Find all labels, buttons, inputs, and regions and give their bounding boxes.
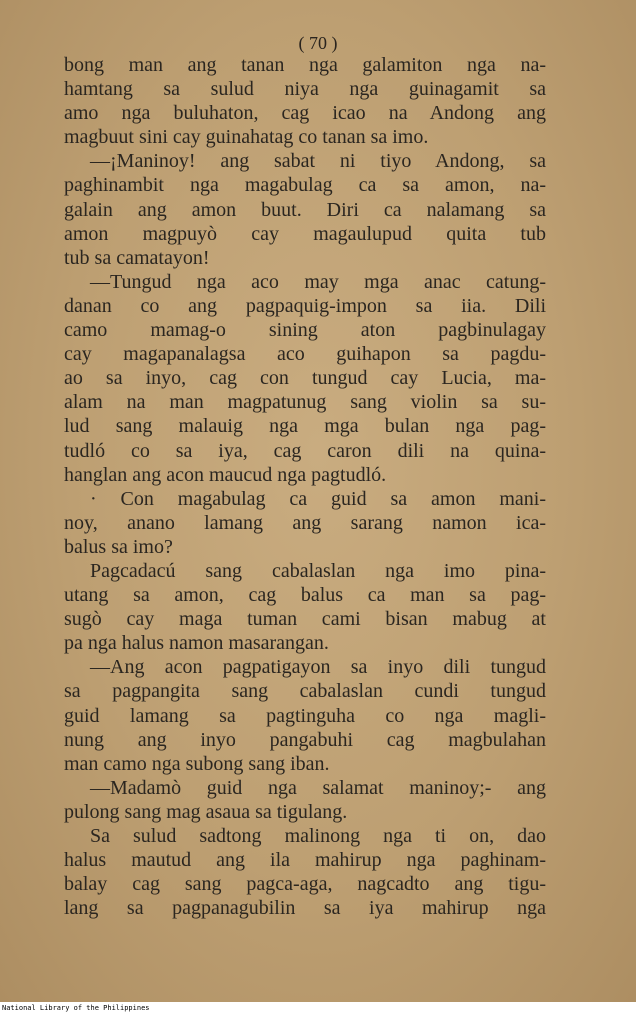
text-line: balay cag sang pagca-aga, nagcadto ang tigu-: [64, 873, 546, 896]
text-line: guid lamang sa pagtinguha co nga magli-: [64, 704, 546, 727]
text-line: halus mautud ang ila mahirup nga paghinam-: [64, 849, 546, 872]
text-line: —Tungud nga aco may mga anac catung-: [90, 270, 546, 293]
text-line: nung ang inyo pangabuhi cag magbulahan: [64, 728, 546, 751]
text-line: camo mamag-o sining aton pagbinulagay: [64, 319, 546, 342]
text-line: hanglan ang acon maucud nga pagtudló.: [64, 463, 387, 486]
text-line: lang sa pagpanagubilin sa iya mahirup nga: [64, 897, 546, 920]
text-line: · Con magabulag ca guid sa amon mani-: [90, 487, 546, 510]
text-line: pulong sang mag asaua sa tigulang.: [64, 800, 348, 823]
text-line: cay magapanalagsa aco guihapon sa pagdu-: [64, 343, 546, 366]
text-line: tudló co sa iya, cag caron dili na quina-: [64, 439, 546, 462]
page-number: ( 70 ): [298, 33, 338, 53]
body-text: [64, 53, 546, 920]
text-line: ao sa inyo, cag con tungud cay Lucia, ma-: [64, 367, 546, 390]
library-credit: National Library of the Philippines: [2, 1004, 150, 1012]
text-line: galain ang amon buut. Diri ca nalamang sa: [64, 198, 546, 221]
text-line: Pagcadacú sang cabalaslan nga imo pina-: [90, 559, 546, 582]
text-line: —Ang acon pagpatigayon sa inyo dili tungud: [90, 656, 546, 679]
text-line: bong man ang tanan nga galamiton nga na-: [64, 54, 546, 76]
text-line: Sa sulud sadtong malinong nga ti on, dao: [90, 825, 546, 847]
text-line: danan co ang pagpaquig-impon sa iia. Dili: [64, 294, 546, 317]
text-line: sa pagpangita sang cabalaslan cundi tungud: [64, 680, 546, 703]
text-line: paghinambit nga magabulag ca sa amon, na-: [64, 174, 546, 197]
text-line: pa nga halus namon masarangan.: [64, 632, 329, 655]
text-line: amo nga buluhaton, cag icao na Andong ang: [64, 102, 546, 125]
text-line: lud sang malauig nga mga bulan nga pag-: [64, 415, 546, 438]
text-line: man camo nga subong sang iban.: [64, 752, 330, 775]
text-line: alam na man magpatunug sang violin sa su-: [64, 391, 546, 414]
text-line: amon magpuyò cay magaulupud quita tub: [64, 222, 546, 245]
text-line: balus sa imo?: [64, 535, 173, 558]
text-line: —¡Maninoy! ang sabat ni tiyo Andong, sa: [90, 150, 546, 173]
text-line: tub sa camatayon!: [64, 246, 210, 269]
text-line: noy, anano lamang ang sarang namon ica-: [64, 511, 546, 534]
text-line: hamtang sa sulud niya nga guinagamit sa: [64, 78, 546, 101]
text-line: —Madamò guid nga salamat maninoy;- ang: [90, 776, 546, 799]
text-line: magbuut sini cay guinahatag co tanan sa imo.: [64, 126, 429, 149]
text-line: utang sa amon, cag balus ca man sa pag-: [64, 584, 546, 607]
text-line: sugò cay maga tuman cami bisan mabug at: [64, 608, 546, 631]
